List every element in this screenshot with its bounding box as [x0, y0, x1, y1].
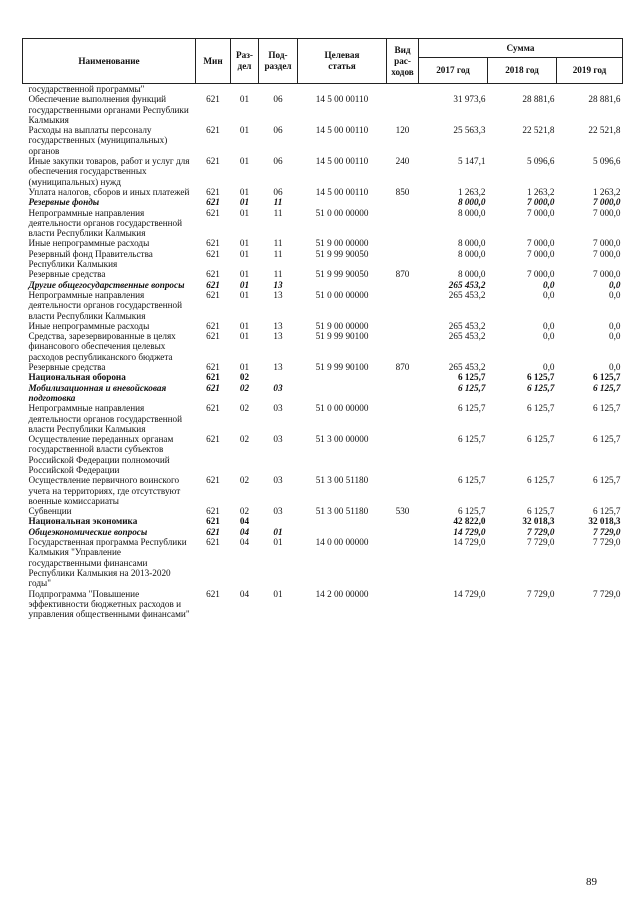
row-vid	[387, 537, 419, 588]
row-vid	[387, 434, 419, 475]
col-target-header: Целевая статья	[298, 39, 387, 84]
row-sum-2019: 28 881,6	[588, 94, 621, 105]
col-sum-header: Сумма	[419, 39, 623, 58]
row-name: Государственная программа Республики Калмыкия "Управление государственными финансами Республики Калмыкия на 2013-2020 годы"	[28, 537, 187, 589]
row-min: 621	[206, 279, 220, 290]
row-razdel: 02	[239, 382, 250, 393]
row-vid	[387, 290, 419, 321]
table-row	[23, 280, 623, 290]
row-sum-2017: 6 125,7	[457, 372, 486, 383]
col-min-header: Мин	[196, 39, 231, 84]
table-row	[23, 238, 623, 248]
row-razdel	[231, 84, 259, 95]
row-sum-2019: 6 125,7	[592, 506, 621, 517]
row-name: Осуществление переданных органам государственной власти субъектов Российской Федерации полномочий Российской Федерации	[28, 434, 174, 475]
row-name: Иные закупки товаров, работ и услуг для обеспечения государственных (муниципальных) нужд	[28, 156, 190, 187]
row-podrazdel: 11	[273, 197, 283, 208]
row-sum-2017: 42 822,0	[453, 516, 486, 527]
row-name: Национальная экономика	[28, 516, 138, 527]
row-vid	[387, 403, 419, 434]
row-sum-2017: 14 729,0	[453, 537, 486, 548]
row-sum-2019: 0,0	[609, 320, 621, 331]
row-min: 621	[206, 289, 220, 300]
row-razdel: 01	[239, 320, 250, 331]
table-row	[23, 197, 623, 207]
row-razdel: 02	[239, 475, 250, 486]
row-min: 621	[206, 382, 220, 393]
row-min: 621	[206, 94, 220, 105]
row-razdel: 01	[239, 269, 250, 280]
row-sum-2018: 0,0	[543, 289, 555, 300]
table-row	[23, 475, 623, 506]
col-2018-header: 2018 год	[488, 58, 557, 84]
row-podrazdel: 03	[273, 382, 283, 393]
table-row	[23, 94, 623, 125]
row-min: 621	[206, 186, 220, 197]
col-razdel-header: Раз- дел	[231, 39, 259, 84]
table-header	[23, 39, 623, 84]
row-target: 51 9 00 00000	[315, 320, 369, 331]
row-sum-2018: 6 125,7	[526, 382, 555, 393]
table-row	[23, 589, 623, 620]
row-razdel: 01	[239, 207, 250, 218]
row-podrazdel: 03	[273, 506, 283, 517]
row-name: Расходы на выплаты персоналу государственных (муниципальных) органов	[28, 125, 168, 156]
row-razdel: 04	[239, 537, 250, 548]
row-razdel: 01	[239, 186, 250, 197]
row-sum-2018: 1 263,2	[526, 186, 555, 197]
row-target: 14 5 00 00110	[315, 125, 369, 136]
table-row	[23, 362, 623, 372]
row-min: 621	[206, 537, 220, 548]
row-sum-2018: 22 521,8	[522, 125, 555, 136]
row-sum-2019: 6 125,7	[592, 382, 621, 393]
table-row	[23, 527, 623, 537]
table-row	[23, 156, 623, 187]
row-name: Субвенции	[28, 506, 72, 517]
row-sum-2019	[557, 84, 623, 95]
row-sum-2017: 265 453,2	[448, 320, 486, 331]
row-target: 51 3 00 51180	[315, 475, 369, 486]
row-name: Уплата налогов, сборов и иных платежей	[28, 186, 190, 197]
row-vid	[387, 280, 419, 290]
row-min: 621	[206, 238, 220, 249]
table-row	[23, 383, 623, 404]
row-target	[298, 280, 387, 290]
row-min: 621	[206, 207, 220, 218]
row-podrazdel: 06	[273, 125, 283, 136]
row-podrazdel	[259, 84, 298, 95]
row-name: Средства, зарезервированные в целях финансового обеспечения целевых расходов республиканского бюджета	[28, 331, 176, 362]
row-sum-2019: 6 125,7	[592, 434, 621, 445]
row-sum-2019: 7 729,0	[592, 588, 621, 599]
row-vid: 870	[395, 269, 410, 280]
row-sum-2018: 28 881,6	[522, 94, 555, 105]
row-name: Иные непрограммные расходы	[28, 238, 150, 249]
col-name-header: Наименование	[23, 39, 196, 84]
row-razdel: 01	[239, 289, 250, 300]
row-sum-2019: 7 000,0	[592, 207, 621, 218]
row-sum-2017: 6 125,7	[457, 434, 486, 445]
row-podrazdel: 13	[273, 289, 283, 300]
table-row	[23, 537, 623, 588]
row-target: 14 2 00 00000	[315, 588, 369, 599]
row-podrazdel: 11	[273, 269, 283, 280]
row-sum-2018: 7 000,0	[526, 248, 555, 259]
table-row	[23, 403, 623, 434]
row-sum-2018: 5 096,6	[526, 156, 555, 167]
row-name: Национальная оборона	[28, 372, 126, 383]
row-podrazdel: 06	[273, 94, 283, 105]
row-sum-2018: 7 729,0	[526, 537, 555, 548]
row-sum-2019: 1 263,2	[592, 186, 621, 197]
table-row	[23, 516, 623, 526]
row-sum-2019: 6 125,7	[592, 403, 621, 414]
row-razdel: 02	[239, 506, 250, 517]
row-sum-2018: 0,0	[543, 362, 555, 373]
col-vid-header: Вид рас- ходов	[387, 39, 419, 84]
row-sum-2017: 6 125,7	[457, 403, 486, 414]
row-target	[298, 372, 387, 382]
row-sum-2019: 6 125,7	[592, 475, 621, 486]
row-sum-2017: 8 000,0	[457, 207, 486, 218]
row-target: 51 3 00 51180	[315, 506, 369, 517]
row-sum-2019: 7 729,0	[592, 537, 621, 548]
row-target: 14 5 00 00110	[315, 186, 369, 197]
table-row	[23, 331, 623, 362]
row-podrazdel: 06	[273, 186, 283, 197]
row-vid	[387, 208, 419, 239]
table-row	[23, 269, 623, 279]
row-target: 14 5 00 00110	[315, 156, 369, 167]
row-name: Осуществление первичного воинского учета на территориях, где отсутствуют военные комиссариаты	[28, 475, 181, 506]
row-sum-2018	[488, 84, 557, 95]
row-razdel: 02	[239, 372, 250, 383]
row-name: Обеспечение выполнения функций государственными органами Республики Калмыкия	[28, 94, 189, 125]
table-row	[23, 208, 623, 239]
row-target: 14 0 00 00000	[315, 537, 369, 548]
row-min: 621	[206, 197, 220, 208]
row-target: 51 0 00 00000	[315, 403, 369, 414]
row-razdel: 01	[239, 362, 250, 373]
col-2017-header: 2017 год	[419, 58, 488, 84]
row-name: Иные непрограммные расходы	[28, 320, 150, 331]
row-sum-2019: 7 729,0	[592, 526, 621, 537]
row-min: 621	[206, 403, 220, 414]
row-min: 621	[206, 372, 220, 383]
row-podrazdel: 03	[273, 434, 283, 445]
row-razdel: 02	[239, 403, 250, 414]
row-target: 51 9 99 90100	[315, 362, 369, 373]
table-row	[23, 125, 623, 156]
table-row	[23, 506, 623, 516]
row-min: 621	[206, 588, 220, 599]
row-vid	[387, 589, 419, 620]
row-target	[298, 383, 387, 404]
row-sum-2017: 6 125,7	[457, 382, 486, 393]
row-name: государственной программы"	[28, 84, 145, 94]
row-sum-2018: 7 000,0	[526, 207, 555, 218]
row-vid	[387, 383, 419, 404]
row-min: 621	[206, 331, 220, 342]
row-vid	[387, 249, 419, 270]
row-podrazdel: 03	[273, 475, 283, 486]
row-sum-2017: 6 125,7	[457, 475, 486, 486]
budget-table	[22, 38, 623, 619]
row-min: 621	[206, 248, 220, 259]
row-sum-2017: 8 000,0	[457, 248, 486, 259]
row-sum-2019: 7 000,0	[592, 238, 621, 249]
row-vid: 530	[395, 506, 410, 517]
row-name: Подпрограмма "Повышение эффективности бюджетных расходов и управления общественными финансами"	[28, 588, 190, 620]
row-target: 51 3 00 00000	[315, 434, 369, 445]
row-podrazdel: 01	[273, 588, 283, 599]
row-target	[298, 84, 387, 95]
row-sum-2017: 25 563,3	[453, 125, 486, 136]
row-sum-2019: 22 521,8	[588, 125, 621, 136]
row-sum-2019: 32 018,3	[588, 516, 621, 527]
row-sum-2017: 8 000,0	[457, 238, 486, 249]
row-sum-2018: 0,0	[543, 279, 555, 290]
row-vid: 120	[395, 125, 410, 136]
row-razdel: 02	[239, 434, 250, 445]
row-name: Мобилизационная и вневойсковая подготовка	[28, 382, 167, 403]
row-sum-2018: 6 125,7	[526, 434, 555, 445]
row-sum-2018: 6 125,7	[526, 372, 555, 383]
row-min	[196, 84, 231, 95]
table-body	[23, 84, 623, 620]
row-min: 621	[206, 526, 220, 537]
row-target: 51 9 00 00000	[315, 238, 369, 249]
row-vid	[387, 527, 419, 537]
row-target: 14 5 00 00110	[315, 94, 369, 105]
row-razdel: 01	[239, 248, 250, 259]
row-sum-2018: 32 018,3	[522, 516, 555, 527]
table-row	[23, 84, 623, 95]
row-min: 621	[206, 125, 220, 136]
row-podrazdel: 13	[273, 331, 283, 342]
row-podrazdel: 01	[273, 537, 283, 548]
page-number: 89	[586, 876, 597, 888]
row-podrazdel	[259, 372, 298, 382]
table-row	[23, 290, 623, 321]
col-2019-header: 2019 год	[557, 58, 623, 84]
row-podrazdel: 13	[273, 362, 283, 373]
row-sum-2019: 0,0	[609, 362, 621, 373]
row-min: 621	[206, 362, 220, 373]
row-razdel: 01	[239, 94, 250, 105]
row-podrazdel: 01	[273, 526, 283, 537]
row-target	[298, 527, 387, 537]
row-target: 51 9 99 90050	[315, 248, 369, 259]
row-razdel: 04	[239, 588, 250, 599]
row-sum-2018: 7 729,0	[526, 526, 555, 537]
row-sum-2017: 265 453,2	[448, 279, 486, 290]
row-sum-2019: 6 125,7	[592, 372, 621, 383]
row-sum-2019: 0,0	[609, 289, 621, 300]
row-vid	[387, 84, 419, 95]
row-razdel: 01	[239, 238, 250, 249]
row-name: Общеэкономические вопросы	[28, 526, 148, 537]
row-sum-2018: 7 000,0	[526, 269, 555, 280]
row-target: 51 0 00 00000	[315, 289, 369, 300]
row-sum-2017: 1 263,2	[457, 186, 486, 197]
table-row	[23, 321, 623, 331]
row-sum-2019: 7 000,0	[592, 269, 621, 280]
row-sum-2018: 6 125,7	[526, 475, 555, 486]
row-podrazdel: 13	[273, 320, 283, 331]
row-min: 621	[206, 434, 220, 445]
row-podrazdel: 11	[273, 238, 283, 249]
row-sum-2019: 7 000,0	[592, 197, 621, 208]
row-sum-2017: 5 147,1	[457, 156, 486, 167]
row-name: Непрограммные направления деятельности органов государственной власти Республики Калмыкия	[28, 403, 183, 434]
row-min: 621	[206, 320, 220, 331]
row-sum-2019: 7 000,0	[592, 248, 621, 259]
row-sum-2017	[419, 84, 488, 95]
row-sum-2017: 31 973,6	[453, 94, 486, 105]
row-sum-2017: 265 453,2	[448, 362, 486, 373]
row-vid	[387, 516, 419, 526]
row-sum-2018: 6 125,7	[526, 506, 555, 517]
row-min: 621	[206, 475, 220, 486]
row-target: 51 9 99 90050	[315, 269, 369, 280]
row-razdel: 01	[239, 197, 250, 208]
row-sum-2018: 7 729,0	[526, 588, 555, 599]
row-sum-2018: 7 000,0	[526, 238, 555, 249]
table-row	[23, 249, 623, 270]
row-vid	[387, 372, 419, 382]
row-name: Непрограммные направления деятельности органов государственной власти Республики Калмыкия	[28, 207, 183, 239]
row-vid: 850	[395, 186, 410, 197]
row-podrazdel: 03	[273, 403, 283, 414]
row-podrazdel: 13	[273, 279, 283, 290]
row-min: 621	[206, 516, 220, 527]
row-sum-2017: 6 125,7	[457, 506, 486, 517]
row-min: 621	[206, 269, 220, 280]
row-vid	[387, 475, 419, 506]
row-razdel: 01	[239, 279, 250, 290]
row-sum-2018: 7 000,0	[526, 197, 555, 208]
row-vid	[387, 331, 419, 362]
row-vid	[387, 321, 419, 331]
row-name: Резервные фонды	[28, 197, 100, 208]
row-podrazdel: 11	[273, 248, 283, 259]
row-razdel: 01	[239, 156, 250, 167]
row-podrazdel: 11	[273, 207, 283, 218]
row-target	[298, 516, 387, 526]
row-razdel: 01	[239, 125, 250, 136]
col-podrazdel-header: Под- раздел	[259, 39, 298, 84]
budget-table-page	[22, 38, 622, 619]
row-vid	[387, 238, 419, 248]
row-sum-2019: 0,0	[609, 279, 621, 290]
row-razdel: 01	[239, 331, 250, 342]
row-podrazdel	[259, 516, 298, 526]
row-razdel: 04	[239, 516, 250, 527]
row-target	[298, 197, 387, 207]
row-podrazdel: 06	[273, 156, 283, 167]
row-name: Непрограммные направления деятельности органов государственной власти Республики Калмыкия	[28, 289, 183, 321]
row-sum-2018: 0,0	[543, 320, 555, 331]
row-sum-2017: 8 000,0	[457, 269, 486, 280]
row-target: 51 0 00 00000	[315, 207, 369, 218]
row-sum-2018: 0,0	[543, 331, 555, 342]
row-target: 51 9 99 90100	[315, 331, 369, 342]
row-sum-2019: 5 096,6	[592, 156, 621, 167]
row-vid	[387, 94, 419, 125]
row-sum-2019: 0,0	[609, 331, 621, 342]
row-vid: 870	[395, 362, 410, 373]
row-sum-2017: 265 453,2	[448, 331, 486, 342]
row-name: Резервные средства	[28, 362, 106, 373]
row-sum-2017: 8 000,0	[457, 197, 486, 208]
table-row	[23, 372, 623, 382]
row-sum-2018: 6 125,7	[526, 403, 555, 414]
row-vid: 240	[395, 156, 410, 167]
row-sum-2017: 14 729,0	[453, 526, 486, 537]
row-name: Другие общегосударственные вопросы	[28, 279, 185, 290]
row-sum-2017: 14 729,0	[453, 588, 486, 599]
table-row	[23, 187, 623, 197]
table-row	[23, 434, 623, 475]
row-name: Резервный фонд Правительства Республики Калмыкия	[28, 248, 153, 270]
row-sum-2017: 265 453,2	[448, 289, 486, 300]
row-razdel: 04	[239, 526, 250, 537]
row-vid	[387, 197, 419, 207]
row-min: 621	[206, 506, 220, 517]
row-name: Резервные средства	[28, 269, 106, 280]
row-min: 621	[206, 156, 220, 167]
